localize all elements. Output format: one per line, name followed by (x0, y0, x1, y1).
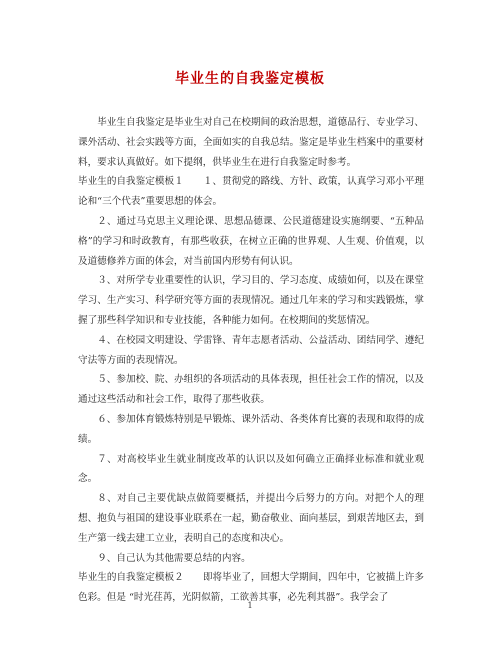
list-item-6: ６、参加体育锻炼特别是早锻炼、课外活动、各类体育比赛的表现和取得的成绩。 (78, 413, 424, 445)
list-item-2: ２、通过马克思主义理论课、思想品德课、公民道德建设实施纲要、“五种品格”的学习和时政教育，有那些收获，在树立正确的世界观、人生观、价值观，以及道德修养方面的体会，对当前国内形势有何认识。 (78, 215, 424, 267)
list-item-9: ９、自己认为其他需要总结的内容。 (97, 552, 251, 564)
list-item-4: ４、在校园文明建设、学雷锋、青年志愿者活动、公益活动、团结同学、遵纪守法等方面的表现情况。 (78, 334, 424, 366)
page-number: 1 (247, 601, 253, 610)
template-1-heading-paragraph: 毕业生的自我鉴定模板１ １、贯彻党的路线、方针、政策，认真学习邓小平理论和“三个代表”重要思想的体会。 (78, 176, 424, 208)
list-item-3: ３、对所学专业重要性的认识，学习目的、学习态度、成绩如何，以及在课堂学习、生产实习、科学研究等方面的表现情况。通过几年来的学习和实践锻炼，掌握了那些科学知识和专业技能，各种能力如何。在校期间的奖惩情况。 (78, 275, 424, 326)
list-item-8: ８、对自己主要优缺点做简要概括，并提出今后努力的方向。对把个人的理想、抱负与祖国的建设事业联系在一起，勤奋敬业、面向基层，到艰苦地区去，到生产第一线去建工立业，表明自己的态度和决心。 (78, 493, 424, 544)
list-item-5: ５、参加校、院、办组织的各项活动的具体表现，担任社会工作的情况，以及通过这些活动和社会工作，取得了那些收获。 (78, 374, 424, 406)
intro-paragraph: 毕业生自我鉴定是毕业生对自己在校期间的政治思想，道德品行、专业学习、课外活动、社会实践等方面，全面如实的自我总结。鉴定是毕业生档案中的重要材料，要求认真做好。如下提纲，供毕业生在进行自我鉴定时参考。 (78, 117, 424, 168)
document-title: 毕业生的自我鉴定模板 (175, 71, 325, 87)
template-2-heading-paragraph: 毕业生的自我鉴定模板２ 即将毕业了，回想大学期间，四年中，它被描上许多色彩。但是 “时光荏苒，光阴似箭，工欲善其事，必先利其器”。我学会了 (78, 572, 424, 604)
document-body (78, 113, 424, 608)
list-item-7: ７、对高校毕业生就业制度改革的认识以及如何确立正确择业标准和就业观念。 (78, 453, 424, 485)
